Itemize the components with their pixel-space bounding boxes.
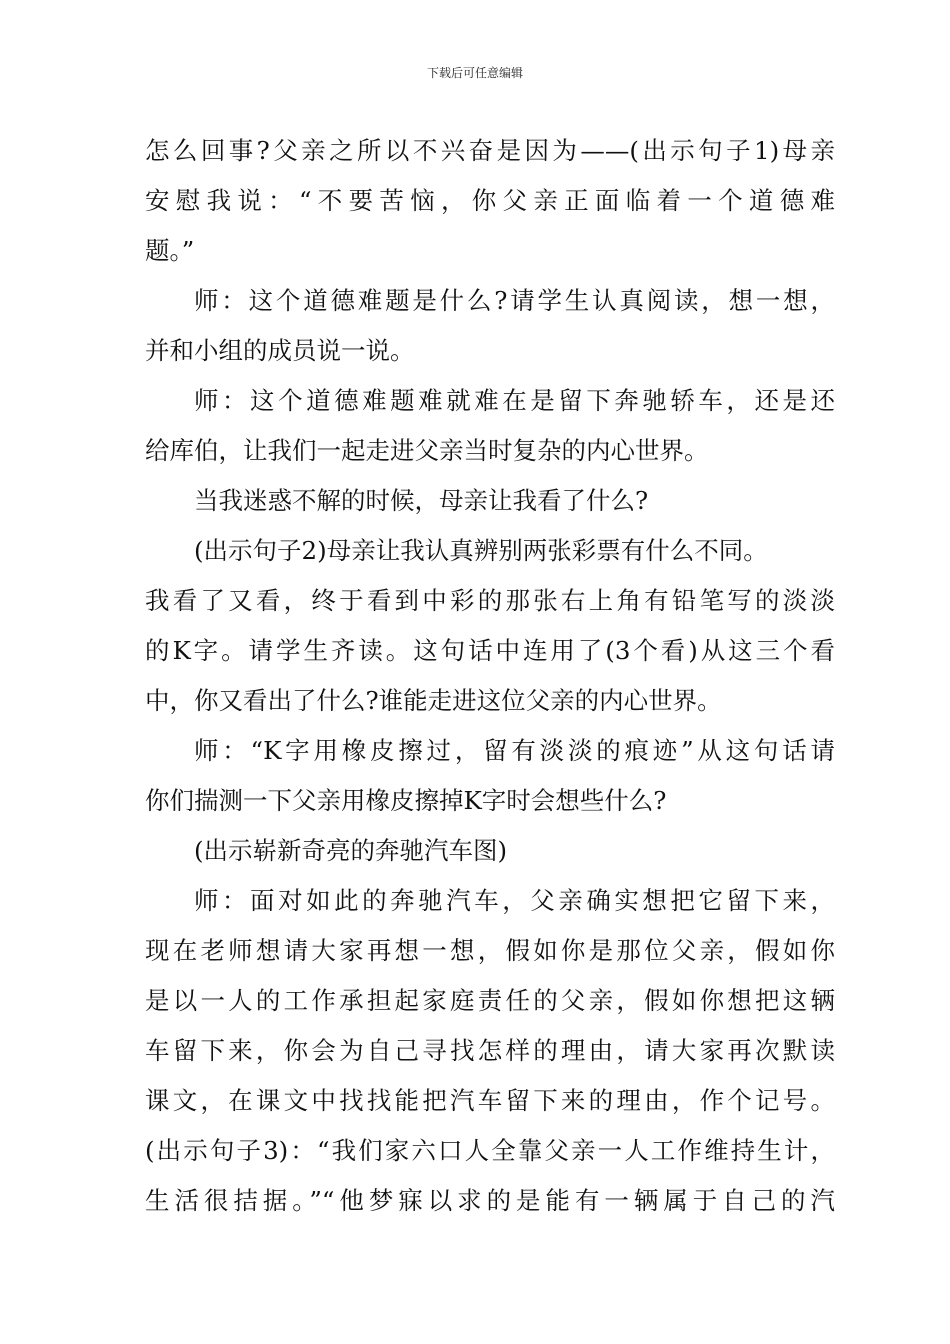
text-line: 生活很拮据。”“他梦寐以求的是能有一辆属于自己的汽 <box>145 1186 835 1215</box>
text-line: (出示句子2)母亲让我认真辨别两张彩票有什么不同。 <box>194 536 768 565</box>
text-line: 怎么回事?父亲之所以不兴奋是因为——(出示句子1)母亲 <box>145 136 835 165</box>
text-line: 的K字。请学生齐读。这句话中连用了(3个看)从这三个看 <box>145 636 835 665</box>
text-line: 题。” <box>145 236 195 265</box>
text-line: 师：这个道德难题是什么?请学生认真阅读，想一想， <box>194 286 835 315</box>
text-line: 你们揣测一下父亲用橡皮擦掉K字时会想些什么? <box>145 786 667 815</box>
document-body <box>145 126 835 1226</box>
text-line: 现在老师想请大家再想一想，假如你是那位父亲，假如你 <box>145 936 835 965</box>
text-line: 课文，在课文中找找能把汽车留下来的理由，作个记号。 <box>145 1086 835 1115</box>
text-line: 我看了又看，终于看到中彩的那张右上角有铅笔写的淡淡 <box>145 586 835 615</box>
text-line: 中，你又看出了什么?谁能走进这位父亲的内心世界。 <box>145 686 722 715</box>
text-line: 师：面对如此的奔驰汽车，父亲确实想把它留下来， <box>194 886 835 915</box>
text-line: (出示句子3)：“我们家六口人全靠父亲一人工作维持生计， <box>145 1136 835 1165</box>
text-line: 当我迷惑不解的时候，母亲让我看了什么? <box>194 486 649 515</box>
text-line: 给库伯，让我们一起走进父亲当时复杂的内心世界。 <box>145 436 709 465</box>
text-line: 师：这个道德难题难就难在是留下奔驰轿车，还是还 <box>194 386 835 415</box>
text-line: 并和小组的成员说一说。 <box>145 336 415 365</box>
text-line: 是以一人的工作承担起家庭责任的父亲，假如你想把这辆 <box>145 986 835 1015</box>
text-line: 安慰我说：“不要苦恼，你父亲正面临着一个道德难 <box>145 186 835 215</box>
text-line: 车留下来，你会为自己寻找怎样的理由，请大家再次默读 <box>145 1036 835 1065</box>
text-line: (出示崭新奇亮的奔驰汽车图) <box>194 836 508 865</box>
text-line: 师：“K字用橡皮擦过，留有淡淡的痕迹”从这句话请 <box>194 736 835 765</box>
page-header: 下载后可任意编辑 <box>426 66 523 80</box>
